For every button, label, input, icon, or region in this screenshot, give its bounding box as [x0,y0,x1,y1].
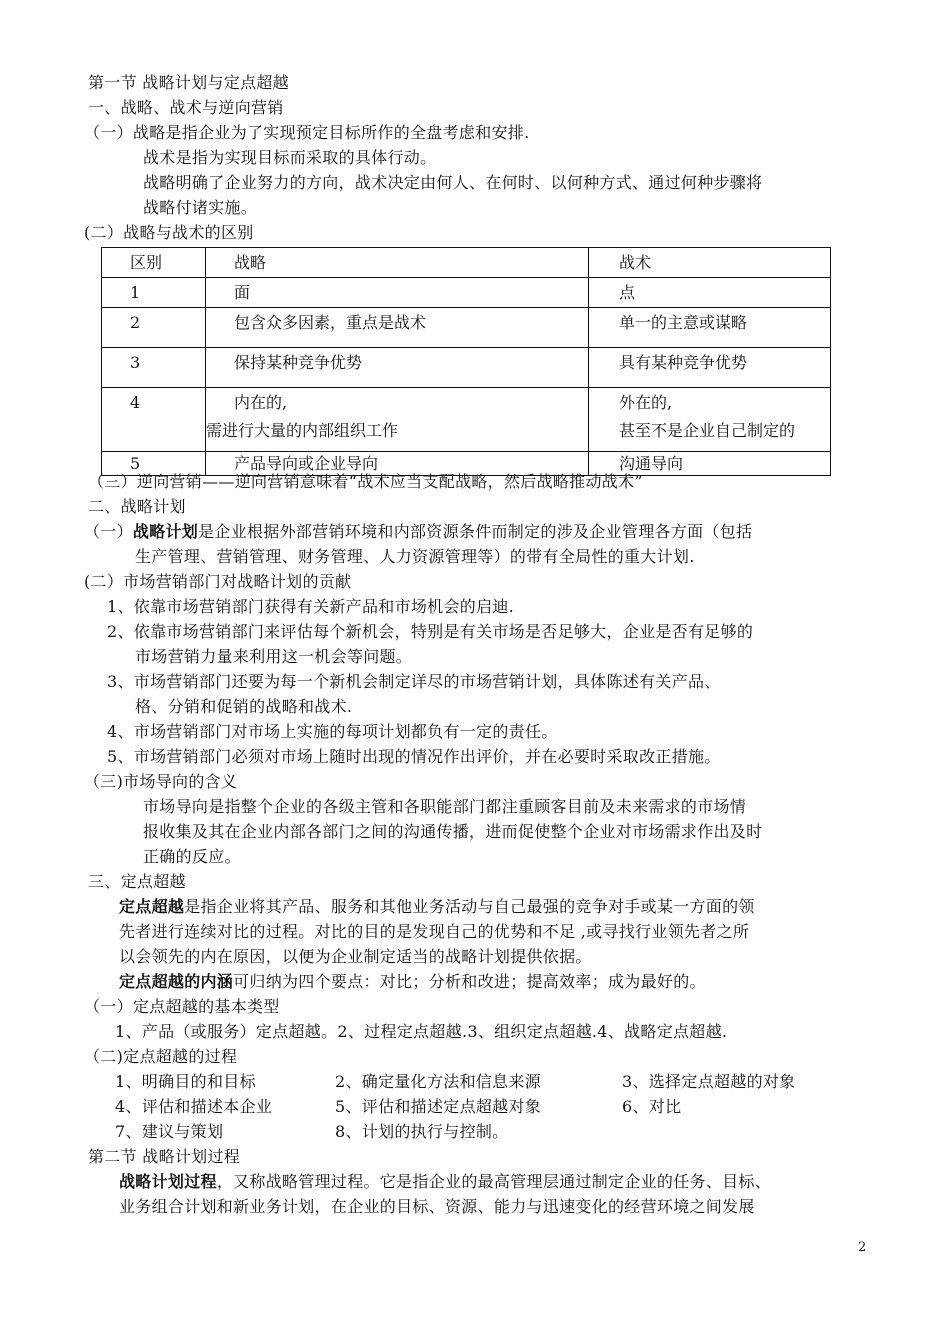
paragraph-line [119,896,755,918]
cell-line: 内在的, [234,393,288,412]
paragraph-line: 生产管理、营销管理、财务管理、人力资源管理等）的带有全局性的重大计划. [135,547,695,566]
term-strategic-plan: 战略计划 [132,522,199,541]
table-cell: 2 [102,308,206,348]
prefix: （一） [84,522,133,541]
paragraph-line: 以会领先的内在原因，以便为企业制定适当的战略计划提供依据。 [119,947,592,966]
section2-title: 第二节 战略计划过程 [88,1147,241,1166]
term-benchmarking: 定点超越 [119,897,185,916]
table-row [102,308,831,348]
paragraph-line: 正确的反应。 [143,847,241,866]
paragraph-line: 报收集及其在企业内部各部门之间的沟通传播，进而促使整个企业对市场需求作出及时 [143,822,763,841]
term-benchmarking-meaning: 定点超越的内涵 [119,972,234,991]
step-item: 8、计划的执行与控制。 [335,1122,509,1141]
paragraph-line [119,971,706,993]
table-row [102,388,831,452]
cell-line: 外在的, [619,393,673,412]
list-item: 格、分销和促销的战略和战术. [135,697,353,716]
text: 是指企业将其产品、服务和其他业务活动与自己最强的竞争对手或某一方面的领 [184,897,755,916]
text: 是企业根据外部营销环境和内部资源条件而制定的涉及企业管理各方面（包括 [198,522,753,541]
table-header-cell: 区别 [102,248,206,278]
table-header-cell: 战术 [589,248,831,278]
table-cell: 4 [102,388,206,452]
paragraph-line: 战略明确了企业努力的方向，战术决定由何人、在何时、以何种方式、通过何种步骤将 [143,173,763,192]
table-header-cell: 战略 [206,248,589,278]
subheading: （三)市场导向的含义 [84,772,238,791]
list-item: 市场营销力量来利用这一机会等问题。 [135,647,413,666]
heading-1: 一、战略、战术与逆向营销 [88,98,284,117]
step-item: 1、明确目的和目标 [115,1072,256,1091]
step-item: 4、评估和描述本企业 [115,1097,273,1116]
table-cell: 具有某种竞争优势 [589,348,831,388]
paragraph-line: （一）战略是指企业为了实现预定目标所作的全盘考虑和安排. [84,123,530,142]
list-item: 1、依靠市场营销部门获得有关新产品和市场机会的启迪. [107,597,515,616]
text: 可归纳为四个要点：对比；分析和改进；提高效率；成为最好的。 [233,972,706,991]
comparison-table [101,247,831,476]
paragraph-line: 业务组合计划和新业务计划，在企业的目标、资源、能力与迅速变化的经营环境之间发展 [119,1197,755,1216]
table-cell: 产品导向或企业导向 [206,452,589,476]
table-cell: 包含众多因素，重点是战术 [206,308,589,348]
subheading: (二）战略与战术的区别 [84,223,254,242]
subheading: （一）定点超越的基本类型 [84,997,280,1016]
paragraph-line: 战术是指为实现目标而采取的具体行动。 [143,148,437,167]
cell-line: 需进行大量的内部组织工作 [206,421,399,440]
table-cell: 5 [102,452,206,476]
table-cell: 保持某种竞争优势 [206,348,589,388]
step-item: 6、对比 [622,1097,682,1116]
term-strategic-planning-process: 战略计划过程 [119,1172,217,1191]
paragraph-line: 1、产品（或服务）定点超越。2、过程定点超越.3、组织定点超越.4、战略定点超越. [115,1022,728,1041]
list-item: 5、市场营销部门必须对市场上随时出现的情况作出评价，并在必要时采取改正措施。 [107,747,721,766]
step-item: 2、确定量化方法和信息来源 [335,1072,542,1091]
paragraph-line: 先者进行连续对比的过程。对比的目的是发现自己的优势和不足 ,或寻找行业领先者之所 [119,922,750,941]
table-cell: 点 [589,278,831,308]
table-cell: 1 [102,278,206,308]
subheading: （二)定点超越的过程 [84,1047,238,1066]
list-item: 2、依靠市场营销部门来评估每个新机会，特别是有关市场是否足够大，企业是否有足够的 [107,622,754,641]
subheading: (二）市场营销部门对战略计划的贡献 [84,572,352,591]
paragraph-line: （三）逆向营销——逆向营销意味着“战术应当支配战略，然后战略推动战术” [88,472,643,491]
heading-3: 三、定点超越 [88,872,186,891]
paragraph-line [119,1171,771,1193]
table-header-row [102,248,831,278]
paragraph-line [84,521,752,543]
text: ，又称战略管理过程。它是指企业的最高管理层通过制定企业的任务、目标、 [216,1172,772,1191]
table-cell: 面 [206,278,589,308]
table-row [102,278,831,308]
table-row [102,348,831,388]
paragraph-line: 战略付诸实施。 [143,198,258,217]
table-cell: 沟通导向 [589,452,831,476]
list-item: 3、市场营销部门还要为每一个新机会制定详尽的市场营销计划，具体陈述有关产品、 [107,672,721,691]
table-cell: 单一的主意或谋略 [589,308,831,348]
list-item: 4、市场营销部门对市场上实施的每项计划都负有一定的责任。 [107,722,558,741]
section1-title: 第一节 战略计划与定点超越 [88,73,289,92]
table-cell: 3 [102,348,206,388]
page-number: 2 [858,1240,867,1255]
step-item: 5、评估和描述定点超越对象 [335,1097,542,1116]
table-cell [206,388,589,452]
paragraph-line: 市场导向是指整个企业的各级主管和各职能部门都注重顾客目前及未来需求的市场情 [143,797,747,816]
cell-line: 甚至不是企业自己制定的 [619,421,796,440]
table-cell [589,388,831,452]
step-item: 7、建议与策划 [115,1122,224,1141]
step-item: 3、选择定点超越的对象 [622,1072,796,1091]
heading-2: 二、战略计划 [88,497,186,516]
